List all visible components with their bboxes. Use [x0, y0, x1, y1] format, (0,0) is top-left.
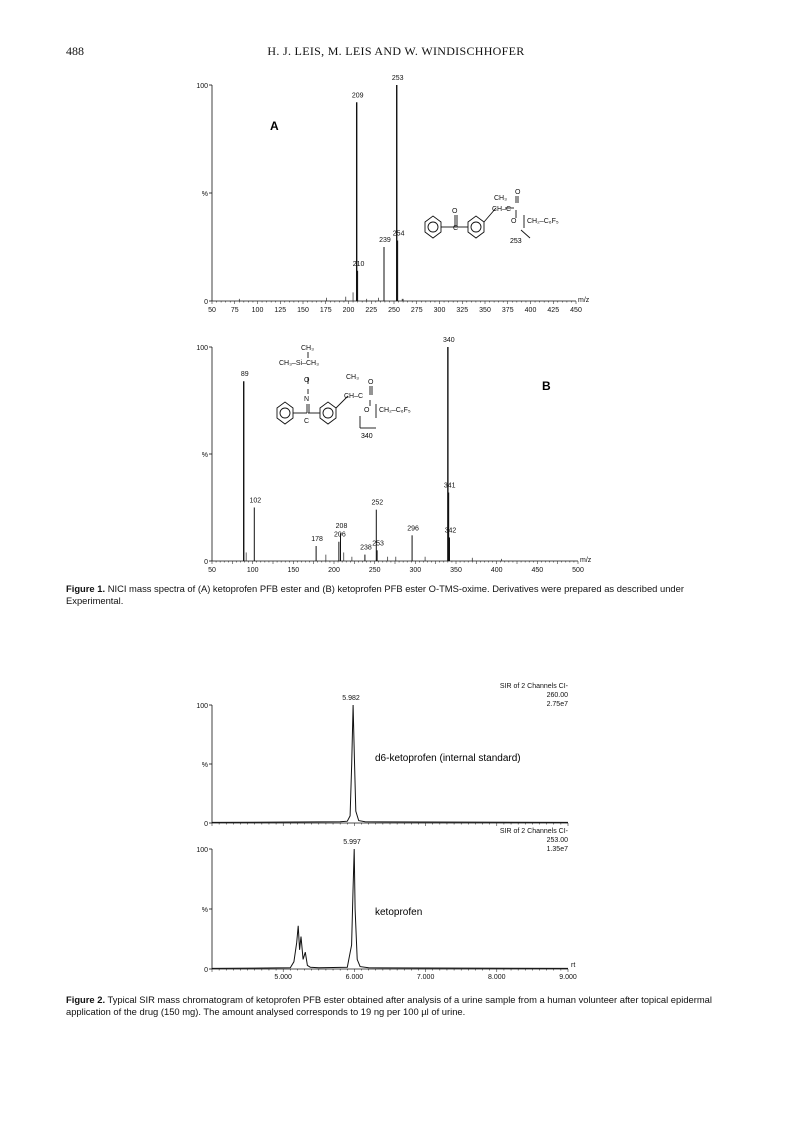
peak-label: 89 — [240, 371, 249, 379]
structure-a-label: 253 — [510, 238, 522, 245]
y-tick-label: 0 — [204, 967, 208, 974]
panel-a-label: A — [270, 119, 279, 133]
figure1-panel-b — [0, 334, 792, 579]
x-tick-label: 400 — [490, 567, 503, 574]
svg-text:O: O — [364, 407, 370, 414]
x-tick-label: 350 — [450, 567, 462, 574]
y-tick-label: % — [201, 907, 208, 914]
structure-b-label: 340 — [361, 433, 373, 440]
panel-a-marks — [239, 75, 404, 301]
x-tick-label: 425 — [547, 307, 560, 314]
x-tick-label: 75 — [230, 307, 239, 314]
x-tick-label: 250 — [368, 567, 381, 574]
peak-label: 296 — [407, 525, 419, 533]
y-tick-label: 0 — [204, 299, 208, 306]
y-tick-label: % — [201, 762, 208, 769]
x-tick-label: 100 — [246, 567, 259, 574]
svg-text:CH₃–Si–CH₃: CH₃–Si–CH₃ — [279, 360, 319, 367]
x-tick-label: 8.000 — [488, 974, 506, 981]
x-tick-label: 450 — [570, 307, 582, 314]
peak-label: 254 — [392, 230, 405, 238]
svg-text:CH₃: CH₃ — [494, 195, 507, 202]
page-header — [0, 44, 792, 60]
svg-text:O: O — [304, 377, 310, 384]
peak-label: 342 — [444, 527, 457, 535]
figure1-caption-label: Figure 1. — [66, 583, 106, 594]
peak-label: 340 — [443, 337, 455, 344]
x-tick-label: 250 — [388, 307, 400, 314]
bottom-peak-label: 5.997 — [343, 839, 361, 846]
running-head: H. J. LEIS, M. LEIS AND W. WINDISCHHOFER — [267, 44, 525, 58]
figure1-caption-text: NICI mass spectra of (A) ketoprofen PFB ester and (B) ketoprofen PFB ester O-TMS-oxime. Derivatives were prepared as described under Experimental. — [66, 583, 684, 606]
top-peak-label: 5.982 — [342, 695, 360, 702]
svg-text:O: O — [515, 189, 521, 196]
svg-text:CH–C: CH–C — [492, 206, 512, 213]
x-tick-label: 7.000 — [416, 974, 435, 981]
svg-text:CH₂–C₆F₅: CH₂–C₆F₅ — [379, 407, 411, 414]
x-tick-label: 100 — [251, 307, 264, 314]
peak-label: 206 — [334, 531, 346, 539]
x-tick-label: 225 — [365, 307, 378, 314]
figure1-panel-a — [0, 72, 792, 312]
svg-text:O: O — [452, 208, 458, 215]
svg-text:O: O — [368, 379, 374, 386]
x-unit-label: m/z — [578, 297, 590, 304]
svg-text:CH–C: CH–C — [344, 393, 364, 400]
peak-label: 253 — [391, 75, 404, 82]
top-header-line2: 260.00 — [546, 692, 568, 699]
x-tick-label: 400 — [524, 307, 537, 314]
structure-a — [425, 196, 530, 238]
peak-label: 210 — [352, 260, 365, 268]
peak-label: 253 — [372, 540, 384, 548]
bottom-header-line1: SIR of 2 Channels CI- — [499, 828, 568, 835]
top-trace-label: d6-ketoprofen (internal standard) — [375, 753, 521, 764]
y-tick-label: 0 — [204, 559, 208, 566]
peak-label: 239 — [379, 237, 391, 244]
x-tick-label: 175 — [319, 307, 332, 314]
panel-b-marks — [241, 337, 502, 561]
x-tick-label: 325 — [456, 307, 469, 314]
svg-text:O: O — [511, 218, 517, 225]
figure2-caption-label: Figure 2. — [66, 994, 106, 1005]
bottom-header-line3: 1.35e7 — [546, 846, 568, 853]
panel-a-axes — [196, 83, 589, 314]
peak-label: 238 — [360, 544, 372, 552]
x-tick-label: 500 — [572, 567, 584, 574]
peak-label: 102 — [249, 497, 262, 505]
bottom-header-line2: 253.00 — [546, 837, 568, 844]
svg-text:C: C — [304, 418, 310, 425]
x-tick-label: 9.000 — [559, 974, 577, 981]
x-tick-label: 350 — [479, 307, 491, 314]
x-tick-label: 125 — [274, 307, 287, 314]
figure2-chromatogram — [0, 680, 792, 990]
x-unit-label: m/z — [580, 557, 592, 564]
x-tick-label: 200 — [342, 307, 355, 314]
y-tick-label: % — [201, 452, 208, 459]
x-tick-label: 6.000 — [345, 974, 364, 981]
svg-text:CH₃: CH₃ — [346, 374, 359, 381]
y-tick-label: 100 — [196, 345, 208, 352]
bottom-trace-label: ketoprofen — [375, 907, 423, 918]
y-tick-label: % — [201, 191, 208, 198]
svg-text:CH₃: CH₃ — [301, 345, 314, 352]
y-tick-label: 100 — [196, 703, 208, 710]
top-header-line3: 2.75e7 — [546, 701, 568, 708]
x-tick-label: 275 — [410, 307, 423, 314]
figure2-caption — [66, 994, 738, 1018]
figure2-axes — [196, 703, 577, 981]
svg-text:C: C — [453, 225, 459, 232]
page-number: 488 — [66, 44, 84, 58]
peak-label: 209 — [351, 92, 364, 100]
x-unit-label: rt — [571, 962, 576, 969]
x-tick-label: 5.000 — [274, 974, 292, 981]
peak-label: 341 — [443, 482, 456, 490]
x-tick-label: 150 — [287, 567, 300, 574]
x-tick-label: 300 — [433, 307, 446, 314]
svg-text:N: N — [304, 396, 310, 403]
figure2-caption-text: Typical SIR mass chromatogram of ketoprofen PFB ester obtained after analysis of a urine sample from a human volunteer after topical epidermal application of the drug (150 mg). The amount analysed corresponds to 19 ng per 100 µl of urine. — [66, 994, 712, 1017]
peak-label: 252 — [371, 499, 384, 507]
x-tick-label: 300 — [409, 567, 422, 574]
x-tick-label: 200 — [328, 567, 340, 574]
panel-b-axes — [196, 345, 591, 574]
y-tick-label: 100 — [196, 83, 208, 90]
figure1-caption — [66, 583, 738, 607]
x-tick-label: 375 — [501, 307, 514, 314]
top-header-line1: SIR of 2 Channels CI- — [499, 683, 568, 690]
y-tick-label: 100 — [196, 847, 208, 854]
x-tick-label: 150 — [297, 307, 309, 314]
x-tick-label: 50 — [208, 307, 216, 314]
peak-label: 178 — [311, 536, 323, 544]
peak-label: 208 — [335, 523, 348, 531]
figure2-traces — [212, 705, 568, 968]
panel-b-label: B — [542, 379, 551, 393]
svg-text:CH₂–C₆F₅: CH₂–C₆F₅ — [527, 218, 559, 225]
y-tick-label: 0 — [204, 821, 208, 828]
x-tick-label: 50 — [208, 567, 216, 574]
x-tick-label: 450 — [531, 567, 544, 574]
